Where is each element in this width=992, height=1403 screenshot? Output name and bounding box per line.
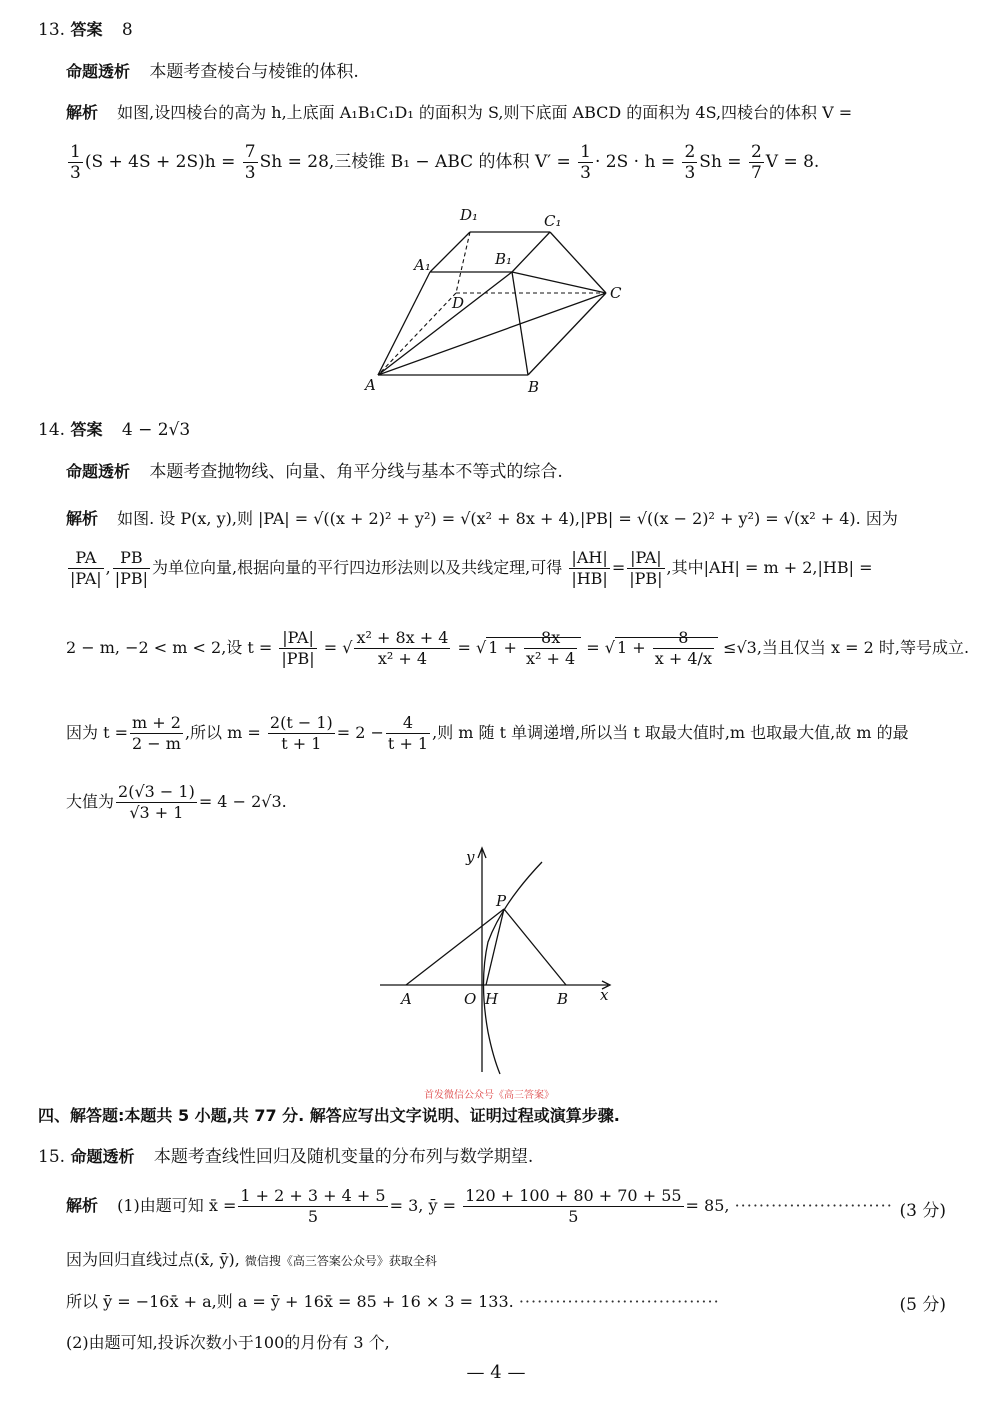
q15-insight-line [38, 1145, 533, 1169]
q13-frustum-figure [360, 200, 640, 400]
q13-l2e: V = 8. [765, 152, 820, 172]
q14-parabola-figure [370, 842, 630, 1082]
q14-l5b: = 4 − 2√3. [198, 792, 287, 811]
q13-label-c1: C₁ [544, 212, 562, 230]
q15-analysis-line3: 所以 ȳ = −16x̄ + a,则 a = ȳ + 16x̄ = 85 + 16 × 3 = 133. ································· [66, 1292, 720, 1311]
q15-score1: (3 分) [899, 1201, 946, 1221]
q14-l3b: ≤√3,当且仅当 x = 2 时,等号成立. [723, 638, 970, 657]
q13-analysis-label: 解析 [66, 103, 99, 122]
q13-label-a: A [365, 376, 376, 394]
q13-insight-line [66, 60, 359, 84]
q13-label-b: B [528, 378, 540, 396]
q13-insight: 本题考查棱台与棱锥的体积. [149, 62, 359, 82]
q13-label-d: D [452, 294, 465, 312]
q13-answer-label: 答案 [70, 20, 103, 39]
q14-analysis-label: 解析 [66, 509, 99, 528]
q15-l3: 所以 ȳ = −16x̄ + a,则 a = ȳ + 16x̄ = 85 + 16 × 3 = 133. [66, 1292, 514, 1311]
section4-heading: 四、解答题:本题共 5 小题,共 77 分. 解答应写出文字说明、证明过程或演算步骤. [38, 1106, 620, 1125]
q14-label-a: A [401, 990, 412, 1008]
q13-l2d: Sh = [699, 152, 742, 172]
q14-insight: 本题考查抛物线、向量、角平分线与基本不等式的综合. [149, 462, 563, 482]
q14-l3a: 2 − m, −2 < m < 2,设 t = [66, 638, 273, 657]
q15-analysis-line4 [66, 1331, 390, 1355]
q15-l1b: = 3, ȳ = [389, 1196, 456, 1215]
q15-l2: 因为回归直线过点(x̄, ȳ), [66, 1250, 240, 1269]
q14-l5a: 大值为 [66, 792, 115, 811]
q13-label-a1: A₁ [414, 256, 431, 274]
q15-insight: 本题考查线性回归及随机变量的分布列与数学期望. [153, 1147, 534, 1167]
q13-l2c: · 2S · h = [594, 152, 676, 172]
q14-label-b: B [557, 990, 569, 1008]
q14-number: 14. [38, 420, 66, 440]
q15-score2: (5 分) [899, 1295, 946, 1315]
q15-insight-label: 命题透析 [70, 1147, 135, 1166]
q13-label-d1: D₁ [460, 206, 479, 224]
q13-label-c: C [610, 284, 622, 302]
q14-answer-label: 答案 [70, 420, 103, 439]
q14-l4b: ,所以 m = [184, 723, 261, 742]
q15-number: 15. [38, 1147, 66, 1167]
q15-analysis-label: 解析 [66, 1196, 99, 1215]
q14-l1: 如图. 设 P(x, y),则 |PA| = √((x + 2)² + y²) = √(x² + 8x + 4),|PB| = √((x − 2)² + y²) = √(x² + 4). 因为 [117, 509, 898, 528]
q14-analysis-line2: $\frac{PA}{|PA|}$ , $\frac{PB}{|PB|}$ 为单位向量,根据向量的平行四边形法则以及共线定理,可得 $\frac{|AH|}{|HB|}$ = $\frac{|PA|}{|PB|}$ ,其中|AH| = m + 2,|HB| = [70, 548, 873, 588]
q13-analysis-text1: 如图,设四棱台的高为 h,上底面 A₁B₁C₁D₁ 的面积为 S,则下底面 ABCD 的面积为 4S,四棱台的体积 V = [117, 103, 853, 122]
q13-l2a: (S + 4S + 2S)h = [84, 152, 236, 172]
q14-label-h: H [485, 990, 499, 1008]
q13-answer-line [38, 18, 133, 42]
q13-analysis-line1 [66, 101, 852, 125]
q14-analysis-line1 [66, 507, 898, 531]
q14-label-p: P [496, 892, 507, 910]
q15-l1c: = 85, [685, 1196, 730, 1215]
q14-l4c: = 2 − [336, 723, 384, 742]
q14-analysis-line3: 2 − m, −2 < m < 2,设 t = $\frac{|PA|}{|PB|}$ = √ $\frac{\text{x² + 8x + 4}}{\text{x² + 4}}$ = √ 1 + $\frac{8x}{\text{x² + 4}}$ = √ 1 + $\frac{8}{x + 4/x}$ ≤√3,当且仅当 x = 2 时,等号成立. [66, 628, 970, 668]
q13-analysis-line2: $\frac{1}{3}$ (S + 4S + 2S)h = $\frac{7}{3}$ Sh = 28,三棱锥 B₁ − ABC 的体积 V′ = $\frac{1}{3}$ · 2S · h = $\frac{2}{3}$ Sh = $\frac{2}{7}$ V = 8. [70, 142, 820, 183]
q13-label-b1: B₁ [495, 250, 513, 268]
q14-label-y: y [466, 848, 475, 866]
q14-l2b: ,其中|AH| = m + 2,|HB| = [666, 558, 873, 577]
q14-answer: 4 − 2√3 [121, 420, 191, 440]
q15-analysis-line2 [66, 1248, 437, 1273]
q13-number: 13. [38, 20, 66, 40]
q14-l4d: ,则 m 随 t 单调递增,所以当 t 取最大值时,m 也取最大值,故 m 的最 [432, 723, 909, 742]
q14-analysis-line4: 因为 t = $\frac{m + 2}{2 - m}$ ,所以 m = $\frac{2(t - 1)}{t + 1}$ = 2 − $\frac{4}{t + 1}$ ,则 m 随 t 单调递增,所以当 t 取最大值时,m 也取最大值,故 m 的最 [66, 713, 909, 753]
q14-label-o: O [464, 990, 477, 1008]
q15-analysis-line1: 解析 (1)由题可知 x̄ = $\frac{1 + 2 + 3 + 4 + 5}{5}$ = 3, ȳ = $\frac{120 + 100 + 80 + 70 + 55}{5}$ = 85, ·························· [66, 1186, 893, 1226]
q13-l2b: Sh = 28,三棱锥 B₁ − ABC 的体积 V′ = [259, 152, 571, 172]
q15-l1a: (1)由题可知 x̄ = [117, 1196, 237, 1215]
page-number: — 4 — [466, 1362, 526, 1383]
q14-analysis-line5: 大值为 $\frac{2(√3 - 1)}{√3 + 1}$ = 4 − 2√3. [66, 782, 287, 822]
q14-l2: 为单位向量,根据向量的平行四边形法则以及共线定理,可得 [152, 558, 563, 577]
q13-insight-label: 命题透析 [66, 62, 131, 81]
watermark-1: 首发微信公众号《高三答案》 [424, 1090, 554, 1101]
q14-label-x: x [600, 986, 609, 1004]
q14-insight-label: 命题透析 [66, 462, 131, 481]
q14-insight-line [66, 460, 563, 484]
q14-l4a: 因为 t = [66, 723, 129, 742]
q13-answer: 8 [121, 20, 133, 40]
q15-l4: (2)由题可知,投诉次数小于100的月份有 3 个, [66, 1333, 390, 1352]
watermark-2: 微信搜《高三答案公众号》获取全科 [244, 1254, 437, 1268]
q14-answer-line [38, 418, 190, 442]
